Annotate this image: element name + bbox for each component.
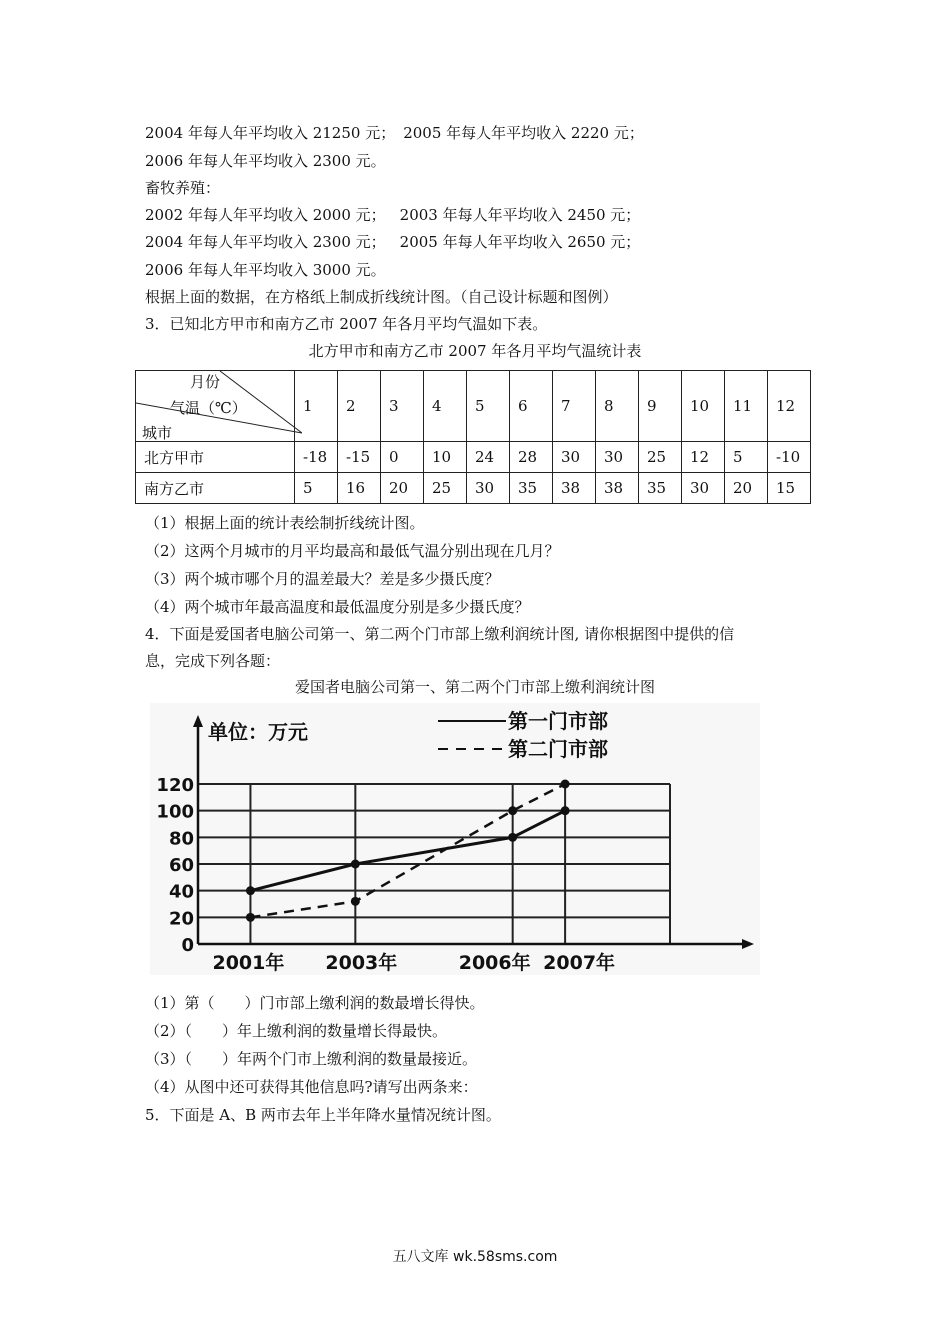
value-cell: 30 bbox=[596, 442, 639, 473]
value-cell: 38 bbox=[553, 473, 596, 504]
value-cell: 35 bbox=[510, 473, 553, 504]
y-tick-label: 100 bbox=[156, 801, 194, 823]
question-3: 3．已知北方甲市和南方乙市 2007 年各月平均气温如下表。 bbox=[145, 315, 548, 333]
city-cell: 北方甲市 bbox=[136, 442, 295, 473]
question-3-1: （1）根据上面的统计表绘制折线统计图。 bbox=[145, 514, 425, 532]
temperature-table bbox=[135, 370, 811, 504]
header-temp-label: 气温（℃） bbox=[170, 399, 247, 417]
chart-title: 爱国者电脑公司第一、第二两个门市部上缴利润统计图 bbox=[294, 678, 655, 696]
table-title: 北方甲市和南方乙市 2007 年各月平均气温统计表 bbox=[308, 342, 642, 360]
series-2-point bbox=[561, 780, 570, 789]
value-cell: -18 bbox=[295, 442, 338, 473]
month-cell: 3 bbox=[381, 371, 424, 442]
month-cell: 12 bbox=[768, 371, 811, 442]
value-cell: 30 bbox=[467, 473, 510, 504]
y-tick-label: 80 bbox=[168, 828, 194, 850]
text-2004b: 2004 年每人年平均收入 2300 元； bbox=[145, 233, 386, 251]
series-2-point bbox=[508, 806, 517, 815]
city-cell: 南方乙市 bbox=[136, 473, 295, 504]
text-2002: 2002 年每人年平均收入 2000 元； bbox=[145, 206, 386, 224]
series-1-point bbox=[246, 886, 255, 895]
question-3-2: （2）这两个月城市的月平均最高和最低气温分别出现在几月？ bbox=[145, 542, 560, 560]
month-cell: 8 bbox=[596, 371, 639, 442]
legend-label-2: 第二门市部 bbox=[508, 737, 608, 761]
header-month-label: 月份 bbox=[190, 373, 221, 391]
question-4-3: （3）（ ）年两个门市上缴利润的数量最接近。 bbox=[145, 1050, 478, 1068]
footer-watermark: 五八文库 wk.58sms.com bbox=[392, 1249, 558, 1265]
text-line-livestock: 畜牧养殖： bbox=[145, 179, 221, 197]
month-cell: 10 bbox=[682, 371, 725, 442]
profit-line-chart bbox=[150, 703, 760, 975]
value-cell: 30 bbox=[553, 442, 596, 473]
value-cell: 38 bbox=[596, 473, 639, 504]
y-tick-label: 60 bbox=[168, 855, 194, 876]
x-tick-label: 2006年 bbox=[458, 952, 531, 974]
question-5: 5．下面是 A、B 两市去年上半年降水量情况统计图。 bbox=[145, 1106, 501, 1124]
month-cell: 5 bbox=[467, 371, 510, 442]
y-tick-label: 0 bbox=[181, 935, 194, 956]
legend-label-1: 第一门市部 bbox=[508, 709, 608, 733]
series-1-point bbox=[351, 860, 360, 869]
value-cell: 5 bbox=[725, 442, 768, 473]
value-cell: 24 bbox=[467, 442, 510, 473]
x-tick-label: 2007年 bbox=[543, 952, 616, 974]
text-2004: 2004 年每人年平均收入 21250 元； bbox=[145, 124, 396, 142]
value-cell: -10 bbox=[768, 442, 811, 473]
series-2-point bbox=[246, 913, 255, 922]
value-cell: 10 bbox=[424, 442, 467, 473]
value-cell: 25 bbox=[639, 442, 682, 473]
chart-unit-label: 单位：万元 bbox=[208, 720, 308, 744]
y-tick-label: 120 bbox=[156, 775, 194, 796]
month-cell: 1 bbox=[295, 371, 338, 442]
value-cell: 16 bbox=[338, 473, 381, 504]
month-cell: 11 bbox=[725, 371, 768, 442]
month-cell: 6 bbox=[510, 371, 553, 442]
value-cell: 35 bbox=[639, 473, 682, 504]
header-city-label: 城市 bbox=[142, 424, 173, 442]
question-3-3: （3）两个城市哪个月的温差最大？差是多少摄氏度？ bbox=[145, 570, 500, 588]
text-line-2002-2003 bbox=[145, 205, 640, 225]
value-cell: 12 bbox=[682, 442, 725, 473]
x-tick-label: 2003年 bbox=[325, 952, 398, 974]
month-cell: 9 bbox=[639, 371, 682, 442]
value-cell: 20 bbox=[381, 473, 424, 504]
question-4-2: （2）（ ）年上缴利润的数量增长得最快。 bbox=[145, 1022, 448, 1040]
text-line-2006b: 2006 年每人年平均收入 3000 元。 bbox=[145, 261, 386, 279]
series-1-point bbox=[561, 806, 570, 815]
question-3-4: （4）两个城市年最高温度和最低温度分别是多少摄氏度？ bbox=[145, 598, 530, 616]
month-cell: 4 bbox=[424, 371, 467, 442]
question-4-1: （1）第（ ）门市部上缴利润的数最增长得快。 bbox=[145, 994, 485, 1012]
value-cell: 0 bbox=[381, 442, 424, 473]
table-header-row bbox=[136, 371, 811, 442]
value-cell: 20 bbox=[725, 473, 768, 504]
value-cell: -15 bbox=[338, 442, 381, 473]
text-line-2006: 2006 年每人年平均收入 2300 元。 bbox=[145, 152, 386, 170]
series-1-point bbox=[508, 833, 517, 842]
month-cell: 7 bbox=[553, 371, 596, 442]
value-cell: 15 bbox=[768, 473, 811, 504]
text-2003: 2003 年每人年平均收入 2450 元； bbox=[399, 206, 641, 224]
table-diagonal-header bbox=[136, 371, 295, 442]
x-tick-label: 2001年 bbox=[212, 952, 285, 974]
text-2005: 2005 年每人年平均收入 2220 元； bbox=[403, 124, 644, 142]
text-line-2004b-2005b bbox=[145, 232, 640, 252]
text-line-instruction: 根据上面的数据，在方格纸上制成折线统计图。（自己设计标题和图例） bbox=[145, 288, 618, 306]
text-line-2004-2005 bbox=[145, 123, 644, 143]
y-tick-label: 20 bbox=[168, 908, 194, 930]
value-cell: 28 bbox=[510, 442, 553, 473]
value-cell: 5 bbox=[295, 473, 338, 504]
series-2-point bbox=[351, 897, 360, 906]
table-row-south bbox=[136, 473, 811, 504]
text-2005b: 2005 年每人年平均收入 2650 元； bbox=[399, 233, 641, 251]
month-cell: 2 bbox=[338, 371, 381, 442]
table-row-north bbox=[136, 442, 811, 473]
value-cell: 30 bbox=[682, 473, 725, 504]
y-tick-label: 40 bbox=[168, 881, 194, 903]
question-4-line2: 息，完成下列各题： bbox=[145, 652, 281, 670]
value-cell: 25 bbox=[424, 473, 467, 504]
question-4-line1: 4．下面是爱国者电脑公司第一、第二两个门市部上缴利润统计图, 请你根据图中提供的信 bbox=[145, 625, 735, 643]
question-4-4: （4）从图中还可获得其他信息吗?请写出两条来： bbox=[145, 1078, 478, 1096]
